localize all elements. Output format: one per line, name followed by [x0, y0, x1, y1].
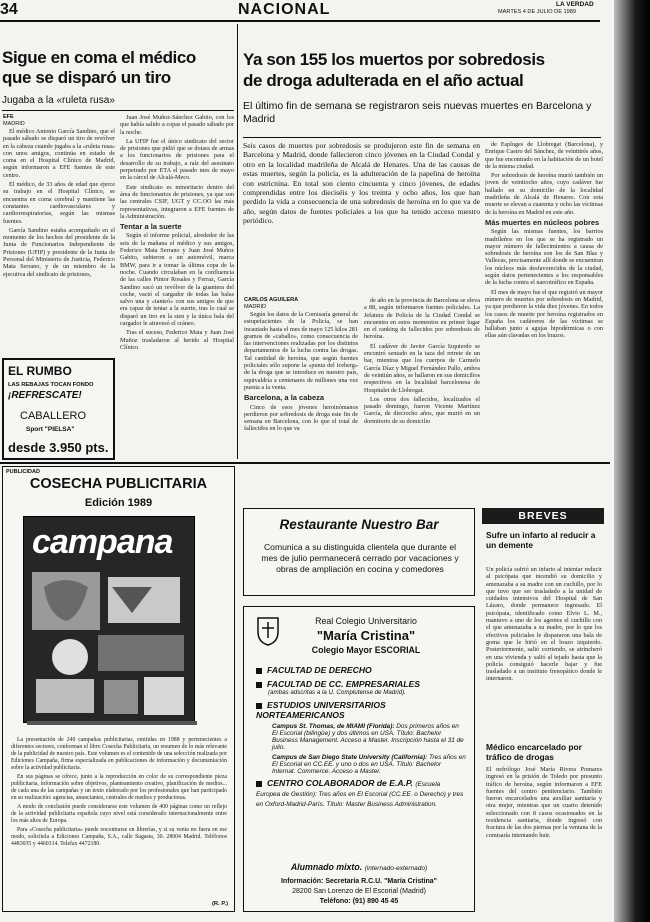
header-rule: [0, 20, 600, 22]
cosecha-book-cover: [23, 516, 195, 723]
cosecha-book-shadow: [27, 721, 197, 725]
paragraph: El médico Antonio García Sandino, que el pasado sábado se disparó un tiro de revólver en la cabeza cuando jugaba a la «ruleta rusa» con unos amigos, continúa en estado de coma en el Hospital Clínico de Madrid, según informaron a EFE fuentes de este centro.: [3, 128, 115, 179]
paragraph: La UFIP fue el único sindicato del sector de prisiones que pidió que se dotara de armas a los funcionarios de prisiones para el desarrollo de su trabajo, a raíz del asesinato perpetrado por ETA el pasado mes de mayo en la cárcel de Alcalá-Meco.: [120, 137, 234, 182]
paragraph: Tras el suceso, Federico Mata y Juan José Muñoz trasladaron al herido al Hospital Clínico.: [120, 329, 234, 351]
colegio-name: "María Cristina": [316, 628, 416, 643]
left-story-col1: [3, 128, 115, 353]
bullet-square: [256, 682, 262, 688]
paragraph: de año en la provincia de Barcelona se eleva a 88, según informaron fuentes policiales. La Jefatura de Policía de la Ciudad Condal se encuentra en estos momentos en primer lugar en el ranking de fallecidos por sobredosis de heroína.: [364, 297, 480, 341]
rumbo-line2: ¡REFRESCATE!: [8, 390, 82, 401]
paragraph: Este sindicato es minoritario dentro del área de funcionarios de prisiones, ya que son las centrales CSIF, UGT y CC.OO las más representativas, integraron a EFE fuentes de la Administración.: [120, 183, 234, 220]
bullet-square: [256, 703, 262, 709]
list-item: Campus St. Thomas, de MIAMI (Florida): Dos primeros años en El Escorial (bilingüe) y dos últimos en USA. Título: Bachelor Business Management. Acceso a Master. Inscripción hasta el 31 de julio.: [272, 723, 464, 751]
center-deck-rule: [243, 137, 601, 138]
left-dateline: EFE: [3, 114, 14, 120]
rumbo-line1: LAS REBAJAS TOCAN FONDO: [8, 382, 94, 388]
restaurante-ad: [243, 508, 475, 596]
paragraph: Cinco de esos jóvenes heroinómanos perdieron por sobredosis de droga este fin de semana en Barcelona, con lo que el total de fallecidos en lo que va: [244, 403, 358, 433]
bullet-square: [256, 781, 262, 787]
center-deck: El último fin de semana se registraron seis nuevas muertes en Barcelona y Madrid: [243, 100, 592, 125]
collage-art-icon: [24, 517, 194, 722]
list-item: Campus de San Diego State University (California): Tres años en El Escorial en CC.EE. y uno o dos en USA. Título: Bachelor Internat. Commerce. Acceso a Master.: [272, 754, 466, 775]
left-headline-1: Sigue en coma el médico: [2, 48, 196, 67]
left-kicker-rule: [2, 110, 234, 111]
cosecha-signature: (R. P.): [212, 901, 228, 907]
colegio-info: Información: Secretaría R.C.U. "María Cristina": [280, 878, 437, 885]
center-headline-1: Ya son 155 los muertos por sobredosis: [243, 50, 545, 69]
list-item: FACULTAD DE DERECHO: [256, 665, 466, 675]
cosecha-title: COSECHA PUBLICITARIA: [29, 476, 208, 492]
rumbo-ad: [2, 358, 115, 460]
paragraph: García Sandino estaba acompañado en el momento de los hechos del presidente de la Junta de Funcionarios Independiente de Prisiones (UFIP) y presidente de la Junta de Personal del Ministerio de Justicia, Federico Mata Serrano, y de un miembro de la ejecutiva del sindicato de prisiones,: [3, 226, 115, 278]
newspaper-name: LA VERDAD: [556, 1, 594, 8]
mid-page-rule: [0, 462, 610, 464]
colegio-pre: Real Colegio Universitario: [315, 616, 417, 626]
center-story-col2: [364, 297, 480, 459]
left-place: MADRID: [3, 121, 25, 127]
center-story-col1: [244, 311, 358, 459]
left-headline-2: que se disparó un tiro: [2, 68, 171, 87]
colegio-phone: Teléfono: (91) 890 45 45: [319, 898, 399, 905]
list-item: ESTUDIOS UNIVERSITARIOS NORTEAMERICANOS: [256, 700, 386, 720]
colegio-address: 28200 San Lorenzo de El Escorial (Madrid): [292, 888, 426, 895]
center-lead: Seis casos de muertes por sobredosis se produjeron este fin de semana en Barcelona y Madrid, donde fallecieron cinco jóvenes en la Ciudad Condal y otro en la localidad madrileña de Alcalá de Henares. Una de las causas de estas muertes, según la policía, es la adulteración de la papelina de heroína con estricnina. En total son ciento cincuenta y cinco jóvenes, de edades comprendidas entre los dieciséis y los treinta y ocho años, los que han perdido la vida a consecuencia de una sobredosis de heroína en lo que va de año, según datos de fuentes policiales a los que ha tenido acceso nuestro periódico.: [243, 141, 480, 226]
breves-banner: [482, 508, 604, 524]
section-title: NACIONAL: [238, 1, 331, 18]
page-number: 34: [0, 1, 18, 18]
restaurante-text: Comunica a su distinguida clientela que durante el mes de julio permanecerá cerrado por vacaciones y obras de ampliación en cocina y comedores: [261, 542, 459, 574]
paragraph: Por sobredosis de heroína murió también un joven de veintiocho años, cuyo cadáver fue hallado en su domicilio de la localidad madrileña de Alcalá de Henares. Con esta muerte se elevan a cuarenta y ocho las víctimas de la heroína en Madrid en este año.: [485, 172, 603, 216]
paragraph: Según las mismas fuentes, los barrios madrileños en los que se ha registrado un mayor número de fallecimientos a causa de sobredosis de heroína son los de San Blas y Vallecas, precisamente allí donde se encuentran los núcleos más desfavorecidos de la ciudad, según datos pertenecientes a los responsables de la lucha contra el narcotráfico en España.: [485, 228, 603, 287]
cosecha-edition: Edición 1989: [84, 497, 153, 509]
rumbo-item: Sport "PIELSA": [26, 426, 75, 433]
bullet-square: [256, 668, 262, 674]
center-column-divider: [237, 24, 238, 459]
breves-label: BREVES: [518, 510, 568, 522]
center-subhead-1: Barcelona, a la cabeza: [244, 393, 325, 403]
breves-item1-text: Un policía sufrió un infarto al intentar reducir al psicópata que incendió su domicilio y amenazaba a su madre con un cuchillo, por lo que tuvo que ser trasladado a la unidad de cuidados intensivos del Hospital de San Lázaro, donde permanece ingresado. El psicópata, identificado como Elvio L. M., mantuvo a uno de los agentes el cuchillo con el que amenazaba a su madre, por lo que los efectivos policiales le dispararon una bala de goma que le hirió en el brazo izquierdo. Posteriormente, salió corriendo, se atrincheró en una vivienda y salió al tejado hasta que la policía consiguió hacerle bajar y fue trasladado a un instituto frenopático donde le internaron.: [486, 566, 602, 683]
paragraph: de Espluges de Llobregat (Barcelona), y Enrique Castro del Sánchez, de veintitrés años, que fue encontrado en la habitación de un hotel de la misma ciudad.: [485, 141, 603, 170]
paragraph: En sus páginas se ofrece, junto a la reproducción en color de su correspondiente pieza publicitaria, información sobre objetivos, planteamiento creativo, planificación de medios... de cada una de las campañas y un texto elaborado por los profesionales que han participado en su realización: agencias, anunciantes, centrales de medios y productoras.: [11, 774, 227, 801]
center-headline-2: de droga adulterada en el año actual: [243, 71, 524, 90]
colegio-ad: [243, 606, 475, 912]
rumbo-product: CABALLERO: [20, 410, 87, 422]
cosecha-ad: [2, 466, 235, 912]
paragraph: Según el informe policial, alrededor de las seis de la mañana el médico y sus amigos, Federico Mata Serrano y Juan José Muñoz Gabito, subieron a un automóvil, marca BMW, para ir a tomar la última copa de la noche. Cuando circulaban en la confluencia de las calles Pintor Rosales y Ferraz, García Sandino sacó un revólver de la guantera del coche, vació el cargador de todas las balas salvo una y «tanteó» con sus amigos de que era capaz de tentar a la suerte, tras lo cual se disparó un tiro en la sien y la única bala del cargador le atravesó el cráneo.: [120, 232, 234, 328]
left-kicker: Jugaba a la «ruleta rusa»: [2, 95, 115, 106]
issue-date: MARTES 4 DE JULIO DE 1989: [498, 9, 576, 15]
paragraph: Para «Cosecha publicitaria» puede encontrarse en librerías, y si su venta no fuera en ese modo, solicítela a Ediciones Campaña, S.A., calle Sagasta, 30. 28004 Madrid. Teléfonos 4483035 y 4460314. Telefax 4472180.: [11, 827, 227, 847]
cosecha-body: [11, 737, 227, 850]
paragraph: El cadáver de Javier García Izquierdo se encontró sentado en la taza del retrete de un bar, mientras que los cuerpos de Carmelo García Díaz y Miguel Fernández Pallo, ambos de veintiún años, se hallaron en sus domicilios respectivos en la localidad barcelonesa de Hospitalet de Llobregat.: [364, 342, 480, 394]
breves-item2-text: El nefrólogo José María Rivera Pomares ingresó en la prisión de Toledo por presunto tráfico de heroína, según informaron a EFE fuentes del centro penitenciario. También fueron encarcelados una auxiliar sanitaria y otra mujer, mientras que un cuarto detenido seleccionado con 8 casos ocasionados en la residencia sanitaria, donde ingresó con fractura de las dos piernas por la ventana de la comisaría intentando huir.: [486, 766, 602, 839]
paragraph: El médico, de 33 años de edad que ejerce su trabajo en el Hospital Clínico, se encuentra en coma cerebral y mantiene las constantes cardiovasculares y cardiorrespiratorias, según las mismas fuentes.: [3, 181, 115, 225]
paragraph: A modo de conclusión puede considerarse este volumen de 400 páginas como un reflejo de la actividad publicitaria española cuyo nivel está considerado internacionalmente entre los más altos de Europa.: [11, 804, 227, 824]
list-item: CENTRO COLABORADOR de E.A.P. (Escuela Europea de Gestión): Tres años en El Escorial (CC.EE. o Derecho) y tres en Oxford-Madrid-París. Título: Master Business Administration.: [256, 778, 464, 808]
center-story-col3: [485, 141, 603, 459]
center-byline: CARLOS AGUILERA: [244, 297, 299, 303]
paragraph: La presentación de 240 campañas publicitarias, emitidas en 1988 y pertenecientes a diferentes sectores, conforman el libro Cosecha Publicitaria, un resumen de lo más relevante de la publicidad de nuestro país. Este volumen es el contenido de una selección realizada por Ediciones Campaña, firma especializada en publicaciones de información y documentación sobre la actividad publicitaria.: [11, 737, 227, 771]
cosecha-tag: PUBLICIDAD: [6, 469, 40, 475]
paragraph: Según los datos de la Comisaría general de estupefacientes de la Policía, se han incautado hasta el mes de mayo 125 kilos 281 gramos de «caballo», como consecuencia de las intervenciones realizadas por los distintos departamentos de la lucha contra las drogas. Tal cantidad de heroína, que según fuentes policiales sólo supone la «punta del iceberg» de la droga que se introduce en nuestro país, equivaldría a centenares de millones una vez puesta a la venta.: [244, 311, 358, 391]
breves-item2-title: Médico encarcelado por tráfico de drogas: [486, 742, 582, 762]
colegio-alumnado: Alumnado mixto. (internado-externado): [290, 862, 428, 872]
paragraph: Los otros dos fallecidos, localizados el pasado domingo, fueron Vicente Martínez García, de dieciocho años, que murió en un dormitorio de su domicilio: [364, 395, 480, 425]
paragraph: El mes de mayo fue el que registró un mayor número de muertes por sobredosis en Madrid, ya que perdieron la vida diez jóvenes. En todos los casos de muerte por heroína registrados en España los cadáveres de las víctimas se hallaban junto a agujas hipodérmicas o con ellas aún clavadas en los brazos.: [485, 288, 603, 340]
rumbo-price: desde 3.950 pts.: [8, 440, 109, 455]
center-place: MADRID: [244, 304, 267, 310]
colegio-items: [256, 665, 466, 808]
restaurante-title: Restaurante Nuestro Bar: [279, 517, 439, 532]
left-subhead: Tentar a la suerte: [120, 222, 182, 232]
center-subhead-3: Más muertes en núcleos pobres: [485, 217, 600, 227]
colegio-sub: Colegio Mayor ESCORIAL: [311, 645, 421, 655]
list-item: FACULTAD DE CC. EMPRESARIALES (ambas adscritas a la U. Complutense de Madrid).: [256, 679, 466, 696]
campana-logo: campana: [32, 523, 173, 561]
breves-item1-title: Sufre un infarto al reducir a un demente: [486, 530, 596, 550]
paragraph: Juan José Muñoz-Sánchez Gabito, con los que había salido a copas el pasado sábado por la noche.: [120, 114, 234, 136]
rumbo-brand: EL RUMBO: [8, 364, 72, 378]
left-story-col2: [120, 114, 234, 452]
scan-edge-shadow: [614, 0, 650, 922]
